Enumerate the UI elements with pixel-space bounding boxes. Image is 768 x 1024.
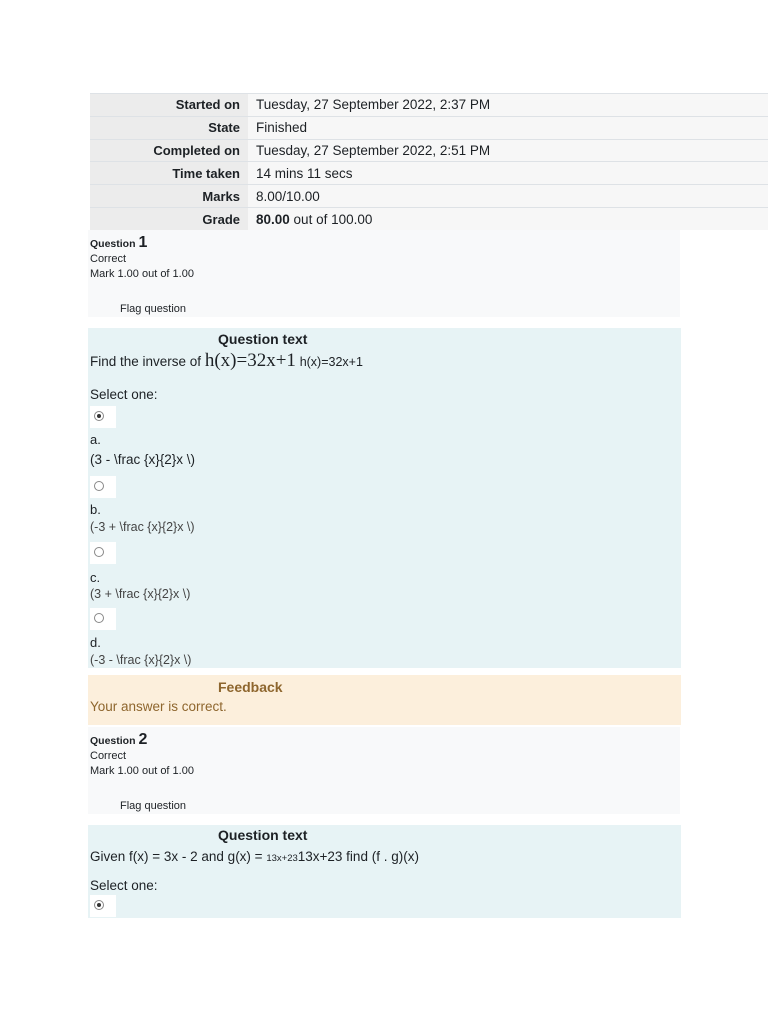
- summary-value: Finished: [248, 116, 768, 139]
- grade-out-of: out of 100.00: [289, 211, 373, 227]
- option-a-radio[interactable]: [90, 406, 116, 428]
- flag-question-link[interactable]: Flag question: [120, 800, 187, 812]
- question-status: Correct: [90, 253, 127, 265]
- option-a-letter: a.: [90, 432, 101, 447]
- math-small: 13x+23: [266, 853, 298, 864]
- feedback-heading: Feedback: [218, 679, 283, 695]
- select-one-label: Select one:: [90, 878, 158, 893]
- summary-label: Completed on: [90, 139, 248, 162]
- flag-question-link[interactable]: Flag question: [120, 303, 187, 315]
- question-mark: Mark 1.00 out of 1.00: [90, 268, 194, 280]
- option-c-letter: c.: [90, 570, 101, 585]
- summary-label: Started on: [90, 94, 248, 117]
- attempt-summary-table: [90, 93, 768, 230]
- grade-value: 80.00: [256, 211, 290, 227]
- question-mark: Mark 1.00 out of 1.00: [90, 765, 194, 777]
- summary-value: Tuesday, 27 September 2022, 2:51 PM: [248, 139, 768, 162]
- summary-value: 8.00/10.00: [248, 185, 768, 208]
- option-d-letter: d.: [90, 635, 101, 650]
- summary-label: Grade: [90, 207, 248, 230]
- feedback-message: Your answer is correct.: [90, 699, 227, 714]
- summary-row-completed: [90, 139, 768, 162]
- question-2-info: [88, 727, 680, 814]
- option-b-radio[interactable]: [90, 476, 116, 498]
- option-d-text[interactable]: (-3 - \frac {x}{2}x \): [90, 653, 192, 667]
- math-small: h(x)=32x+1: [299, 355, 363, 369]
- question-number: Question 1: [90, 234, 148, 251]
- question-number: Question 2: [90, 731, 148, 748]
- question-status: Correct: [90, 750, 127, 762]
- math-large: h(x)=32x+1: [204, 350, 296, 371]
- option-c-radio[interactable]: [90, 542, 116, 564]
- question-prompt: Given f(x) = 3x - 2 and g(x) = 13x+2313x+23 find (f . g)(x): [90, 849, 419, 864]
- option-b-letter: b.: [90, 502, 101, 517]
- question-prompt: Find the inverse of h(x)=32x+1 h(x)=32x+1: [90, 350, 363, 371]
- question-text-heading: Question text: [218, 331, 308, 347]
- question-2-text-panel: [88, 825, 681, 918]
- summary-row-grade: [90, 207, 768, 230]
- option-a-text[interactable]: (3 - \frac {x}{2}x \): [90, 452, 196, 467]
- summary-value: Tuesday, 27 September 2022, 2:37 PM: [248, 94, 768, 117]
- option-d-radio[interactable]: [90, 608, 116, 630]
- summary-label: Time taken: [90, 162, 248, 185]
- question-text-heading: Question text: [218, 827, 308, 843]
- question-1-feedback: [88, 675, 681, 725]
- option-b-text[interactable]: (-3 + \frac {x}{2}x \): [90, 520, 195, 534]
- option-a-radio[interactable]: [90, 895, 116, 917]
- question-1-info: [88, 230, 680, 317]
- summary-label: Marks: [90, 185, 248, 208]
- summary-row-marks: [90, 185, 768, 208]
- option-c-text[interactable]: (3 + \frac {x}{2}x \): [90, 587, 191, 601]
- summary-value: [248, 207, 768, 230]
- summary-row-state: [90, 116, 768, 139]
- select-one-label: Select one:: [90, 387, 158, 402]
- summary-row-time: [90, 162, 768, 185]
- summary-row-started: [90, 94, 768, 117]
- question-1-text-panel: [88, 328, 681, 668]
- summary-value: 14 mins 11 secs: [248, 162, 768, 185]
- summary-label: State: [90, 116, 248, 139]
